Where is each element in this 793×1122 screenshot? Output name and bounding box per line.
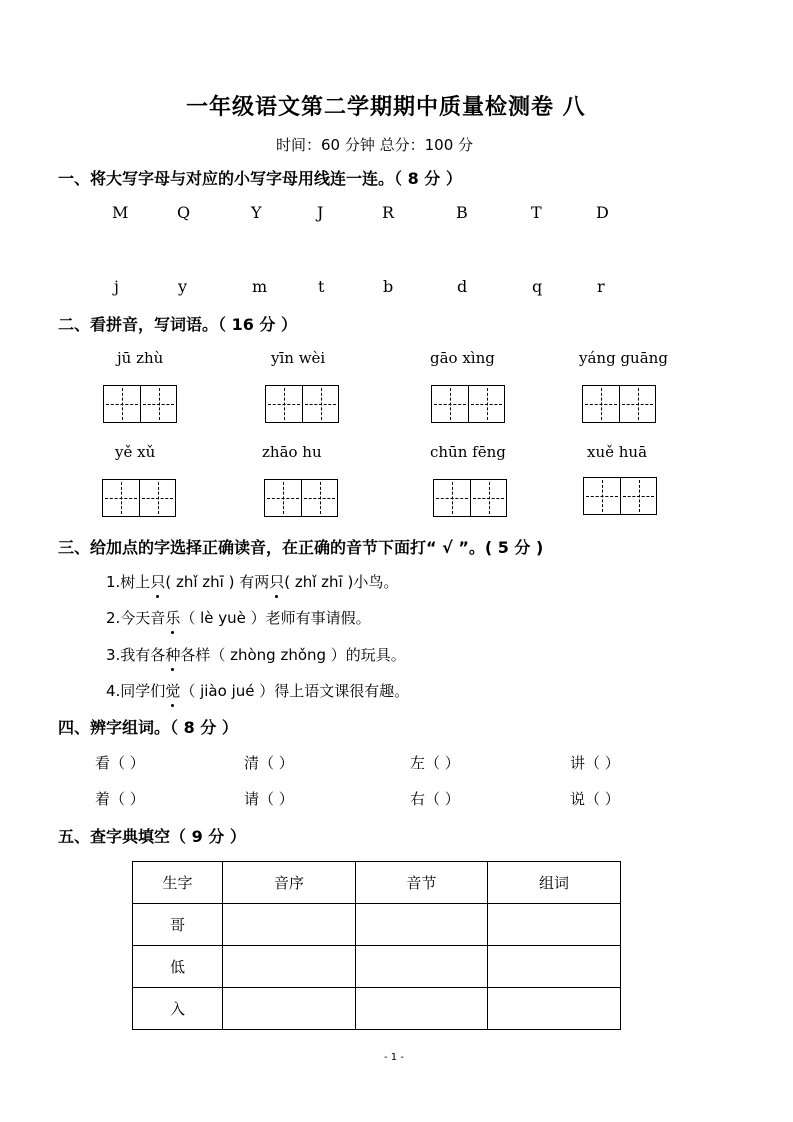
answer-cell[interactable] — [356, 904, 488, 946]
upper-letter: J — [317, 203, 324, 222]
column-header: 组词 — [488, 862, 621, 904]
table-row — [133, 946, 621, 988]
char-cell: 低 — [133, 946, 223, 988]
upper-letter: B — [456, 203, 468, 222]
pinyin-label: yīn wèi — [271, 349, 326, 367]
question-item — [106, 571, 398, 592]
upper-letter: R — [382, 203, 395, 222]
word-blank[interactable]: 说（ ） — [570, 790, 620, 808]
question-text: （ lè yuè ）老师有事请假。 — [180, 609, 371, 627]
table-header-row — [133, 862, 621, 904]
question-text: 4.同学们 — [106, 682, 166, 700]
table-row — [133, 904, 621, 946]
answer-cell[interactable] — [488, 988, 621, 1030]
writing-grid[interactable] — [103, 385, 177, 423]
column-header: 生字 — [133, 862, 223, 904]
dictionary-table — [132, 861, 621, 1030]
lower-letter: y — [178, 277, 188, 296]
char-cell: 入 — [133, 988, 223, 1030]
question-text: 3.我有各 — [106, 646, 166, 664]
section-3-heading: 三、给加点的字选择正确读音，在正确的音节下面打“ √ ”。( 5 分 ) — [58, 538, 544, 557]
question-text: （ jiào jué ）得上语文课很有趣。 — [180, 682, 410, 700]
question-item — [106, 607, 371, 628]
upper-letter: M — [112, 203, 129, 222]
word-blank[interactable]: 请（ ） — [244, 790, 294, 808]
question-text: 各样（ zhòng zhǒng ）的玩具。 — [180, 646, 406, 664]
table-row — [133, 988, 621, 1030]
pinyin-label: yě xǔ — [115, 443, 156, 461]
lower-letter: r — [597, 277, 605, 296]
upper-letter: Q — [177, 203, 191, 222]
answer-cell[interactable] — [223, 988, 356, 1030]
writing-grid[interactable] — [582, 385, 656, 423]
writing-grid[interactable] — [431, 385, 505, 423]
column-header: 音节 — [356, 862, 488, 904]
answer-cell[interactable] — [223, 946, 356, 988]
question-item — [106, 680, 409, 701]
answer-cell[interactable] — [356, 946, 488, 988]
writing-grid[interactable] — [583, 477, 657, 515]
pinyin-label: gāo xìng — [430, 349, 495, 367]
lower-letter: m — [252, 277, 268, 296]
lower-letter: b — [383, 277, 394, 296]
word-blank[interactable]: 左（ ） — [410, 754, 460, 772]
dotted-char: 觉 — [165, 682, 181, 700]
answer-cell[interactable] — [223, 904, 356, 946]
section-4-heading: 四、辨字组词。（ 8 分 ） — [58, 718, 238, 737]
page-subtitle: 时间：60 分钟 总分：100 分 — [276, 136, 474, 154]
lower-letter: t — [318, 277, 325, 296]
lower-letter: j — [114, 277, 119, 296]
lower-letter: d — [457, 277, 468, 296]
word-blank[interactable]: 讲（ ） — [570, 754, 620, 772]
question-text: 1.树上 — [106, 573, 151, 591]
pinyin-label: xuě huā — [587, 443, 648, 461]
question-item — [106, 644, 406, 665]
section-2-heading: 二、看拼音，写词语。（ 16 分 ） — [58, 315, 297, 334]
word-blank[interactable]: 着（ ） — [95, 790, 145, 808]
dotted-char: 种 — [165, 646, 181, 664]
answer-cell[interactable] — [488, 946, 621, 988]
writing-grid[interactable] — [102, 479, 176, 517]
word-blank[interactable]: 清（ ） — [244, 754, 294, 772]
page-title: 一年级语文第二学期期中质量检测卷 八 — [186, 95, 586, 120]
column-header: 音序 — [223, 862, 356, 904]
pinyin-label: zhāo hu — [262, 443, 322, 461]
dotted-char: 只 — [150, 573, 166, 591]
answer-cell[interactable] — [488, 904, 621, 946]
section-1-heading: 一、将大写字母与对应的小写字母用线连一连。（ 8 分 ） — [58, 169, 462, 188]
upper-letter: D — [596, 203, 609, 222]
char-cell: 哥 — [133, 904, 223, 946]
writing-grid[interactable] — [264, 479, 338, 517]
question-text: 2.今天音 — [106, 609, 166, 627]
page-number: - 1 - — [384, 1052, 404, 1063]
section-5-heading: 五、查字典填空（ 9 分 ） — [58, 827, 246, 846]
upper-letter: T — [531, 203, 542, 222]
answer-cell[interactable] — [356, 988, 488, 1030]
lower-letter: q — [532, 277, 543, 296]
dotted-char: 乐 — [165, 609, 181, 627]
pinyin-label: jū zhù — [117, 349, 164, 367]
question-text: ( zhǐ zhī ) 有两 — [165, 573, 270, 591]
upper-letter: Y — [251, 203, 262, 222]
word-blank[interactable]: 右（ ） — [410, 790, 460, 808]
pinyin-label: yáng guāng — [579, 349, 668, 367]
word-blank[interactable]: 看（ ） — [95, 754, 145, 772]
question-text: ( zhǐ zhī )小鸟。 — [284, 573, 399, 591]
dotted-char: 只 — [269, 573, 285, 591]
pinyin-label: chūn fēng — [430, 443, 506, 461]
writing-grid[interactable] — [265, 385, 339, 423]
writing-grid[interactable] — [433, 479, 507, 517]
